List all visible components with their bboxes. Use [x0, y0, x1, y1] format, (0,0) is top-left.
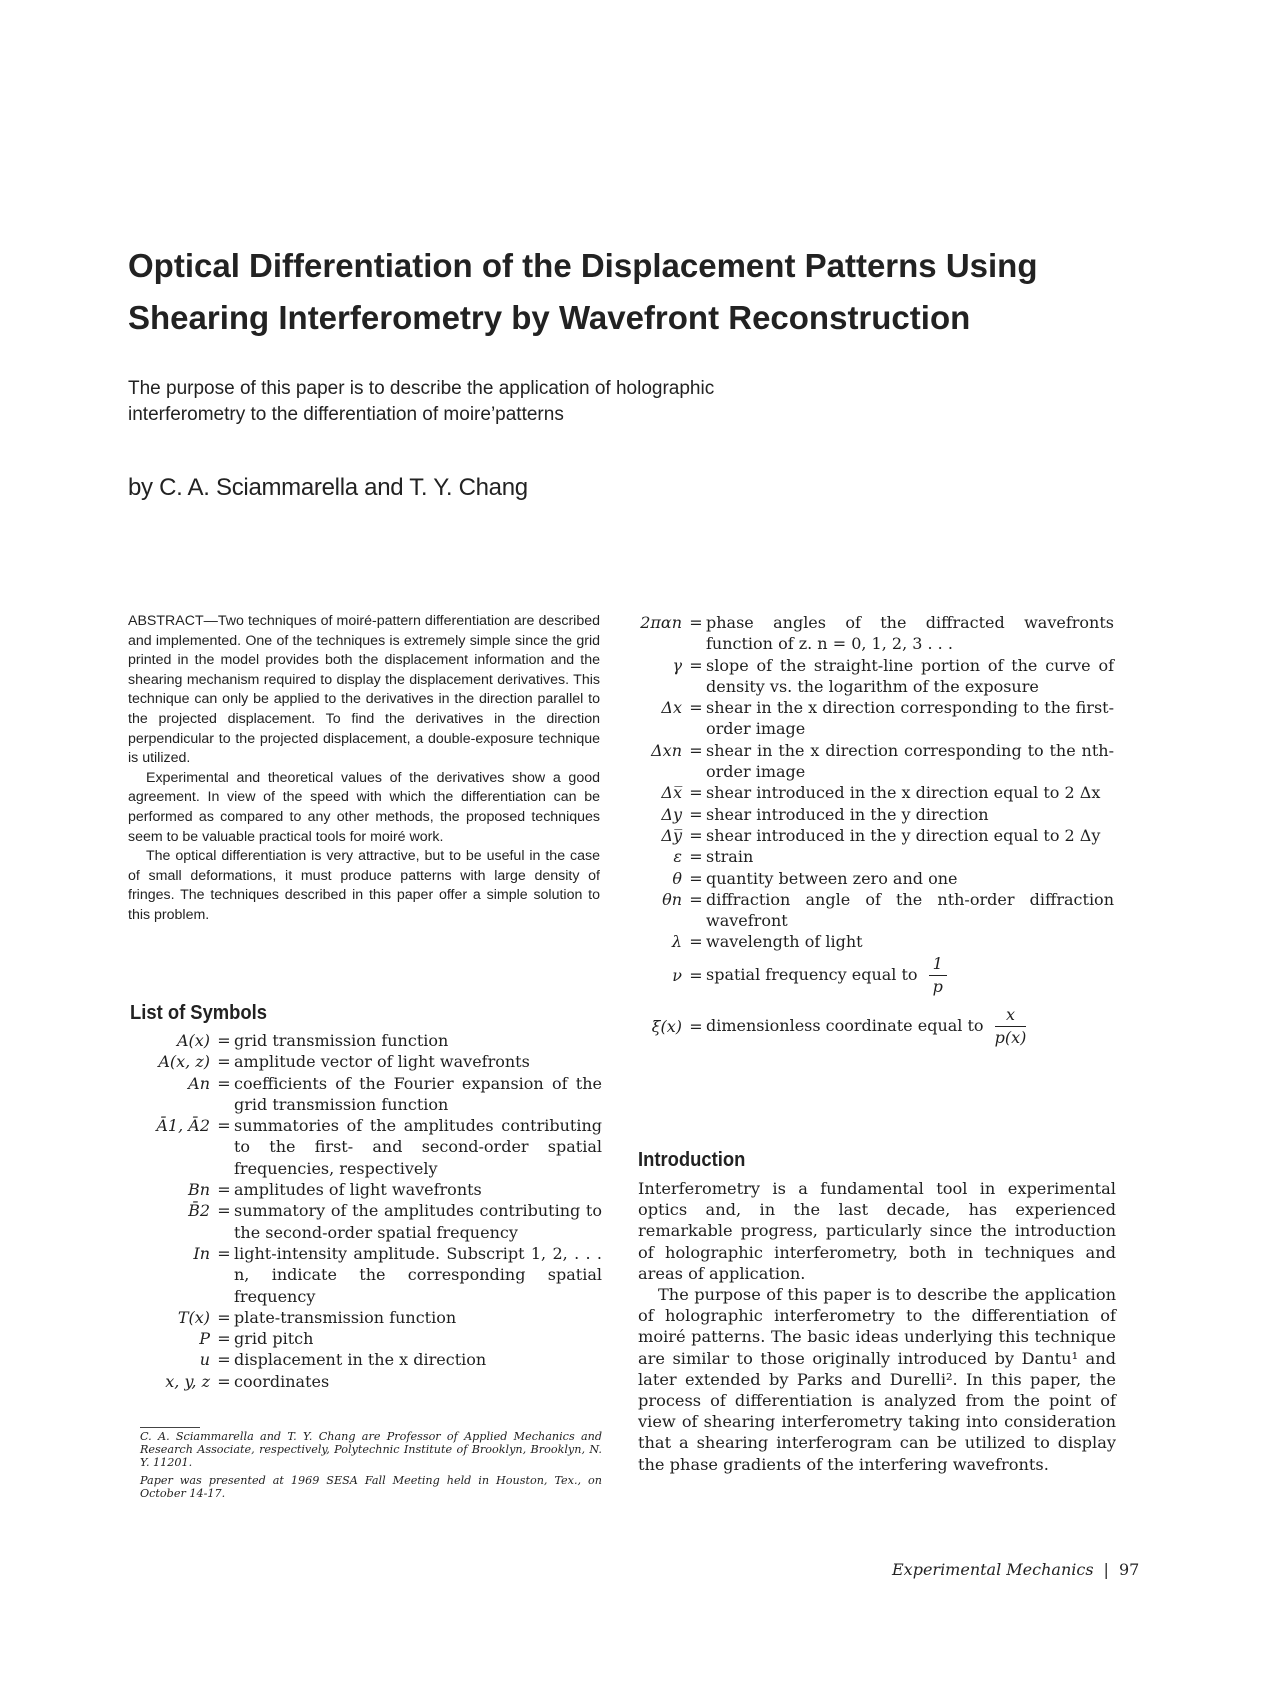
symbol-row [620, 998, 1114, 1049]
equals-sign: = [217, 1350, 231, 1370]
symbol-row [620, 825, 1114, 846]
fraction [929, 953, 947, 998]
abstract-paragraph: Experimental and theoretical values of the derivatives show a good agreement. In view of the speed with which the differentiation can be performed as compared to any other methods, the proposed techniques seem to be valuable practical tools for moiré work. [128, 769, 600, 845]
equals-sign: = [689, 698, 703, 718]
symbol-row [620, 889, 1114, 932]
symbol-term: A(x) [176, 1031, 210, 1050]
symbol-term: θn [662, 889, 682, 909]
equals-sign: = [217, 1201, 231, 1221]
symbol-term: 2παn [640, 613, 682, 632]
symbol-row [128, 1051, 602, 1072]
symbol-row [620, 612, 1114, 655]
equals-sign: = [689, 889, 703, 909]
symbol-row [128, 1030, 602, 1051]
symbol-row [128, 1243, 602, 1307]
abstract-paragraph: ABSTRACT—Two techniques of moiré-pattern differentiation are described and implemented. One of the techniques is extremely simple since the grid printed in the model provides both the displacement information and the shearing mechanism required to display the displacement derivatives. This technique can only be applied to the derivatives in the direction parallel to the projected displacement. To find the derivatives in the direction perpendicular to the projected displacement, a double-exposure technique is utilized. [128, 613, 600, 767]
abstract [128, 612, 600, 926]
footnote-text: C. A. Sciammarella and T. Y. Chang are Professor of Applied Mechanics and Research Associate, respectively, Polytechnic Institute of Brooklyn, Brooklyn, N. Y. 11201. [140, 1430, 602, 1470]
equals-sign: = [689, 804, 703, 824]
symbol-term: P [199, 1329, 210, 1349]
equals-sign: = [217, 1371, 231, 1391]
equals-sign: = [217, 1329, 231, 1349]
symbol-definition: shear in the x direction corresponding to the nth-order image [706, 740, 1114, 782]
symbol-definition: wavelength of light [706, 932, 863, 952]
equals-sign: = [689, 655, 703, 675]
symbol-row [620, 655, 1114, 698]
symbol-definition: summatories of the amplitudes contributing to the first- and second-order spatial frequencies, respectively [234, 1116, 602, 1178]
journal-name: Experimental Mechanics [892, 1560, 1094, 1579]
author-footnote [140, 1427, 602, 1504]
symbol-term: In [193, 1243, 210, 1263]
fraction [995, 1004, 1027, 1049]
page-footer [892, 1560, 1139, 1579]
symbol-term: Bn [187, 1180, 210, 1200]
symbol-term: λ [671, 932, 682, 952]
symbol-row [620, 931, 1114, 952]
symbol-row [620, 868, 1114, 889]
equals-sign: = [689, 965, 703, 985]
symbol-definition: strain [706, 847, 754, 867]
symbol-row [128, 1349, 602, 1370]
symbols-heading: List of Symbols [130, 1002, 267, 1024]
symbol-term: T(x) [177, 1307, 210, 1327]
fraction-denominator: p [932, 976, 943, 996]
symbol-definition [706, 953, 1114, 998]
symbols-list-right [620, 612, 1114, 1049]
equals-sign: = [689, 825, 703, 845]
symbol-definition: grid transmission function [234, 1031, 449, 1050]
symbol-definition: grid pitch [234, 1329, 314, 1349]
equals-sign: = [217, 1180, 231, 1200]
equals-sign: = [689, 932, 703, 952]
symbol-definition: amplitude vector of light wavefronts [234, 1052, 530, 1072]
equals-sign: = [217, 1031, 231, 1050]
page-number: 97 [1118, 1560, 1140, 1579]
introduction-heading: Introduction [638, 1149, 746, 1171]
symbol-term: ξ(x) [651, 1016, 682, 1036]
abstract-paragraph: The optical differentiation is very attractive, but to be useful in the case of small deformations, it must produce patterns with large density of fringes. The techniques described in this paper offer a simple solution to this problem. [128, 848, 600, 923]
symbol-definition: displacement in the x direction [234, 1350, 487, 1370]
paper-subtitle: The purpose of this paper is to describe the application of holographic interferometry to the differentiation of moire’patterns [128, 378, 715, 425]
symbol-term: Δx̅ [661, 783, 682, 803]
symbol-definition-text: dimensionless coordinate equal to [706, 1015, 984, 1035]
introduction-body [638, 1178, 1116, 1475]
fraction-numerator: 1 [929, 953, 947, 976]
symbol-term: x, y, z [165, 1371, 210, 1391]
symbol-row [128, 1073, 602, 1116]
equals-sign: = [217, 1116, 231, 1136]
equals-sign: = [689, 613, 703, 632]
symbol-term: Δy [661, 804, 682, 824]
symbols-list-left [128, 1030, 602, 1392]
equals-sign: = [689, 740, 703, 760]
symbol-term: u [199, 1350, 210, 1370]
symbol-definition: slope of the straight-line portion of the curve of density vs. the logarithm of the exposure [706, 655, 1114, 696]
symbol-term: Ā1, Ā2 [156, 1116, 210, 1136]
equals-sign: = [689, 847, 703, 867]
symbol-row [620, 782, 1114, 803]
symbol-row [620, 697, 1114, 740]
symbol-term: ε [673, 847, 682, 867]
symbol-definition: amplitudes of light wavefronts [234, 1180, 482, 1200]
symbol-definition: shear introduced in the x direction equal to 2 Δx [706, 783, 1101, 803]
symbol-term: An [188, 1073, 210, 1093]
equals-sign: = [689, 783, 703, 803]
introduction-paragraph: The purpose of this paper is to describe the application of holographic interferometry to the differentiation of moiré patterns. The basic ideas underlying this technique are similar to those originally introduced by Dantu¹ and later extended by Parks and Durelli². In this paper, the process of differentiation is analyzed from the point of view of shearing interferometry taking into consideration that a shearing interferogram can be utilized to display the phase gradients of the interfering wavefronts. [638, 1285, 1116, 1474]
symbol-definition [706, 998, 1114, 1049]
fraction-numerator: x [995, 1004, 1027, 1027]
footer-separator: | [1103, 1560, 1109, 1579]
symbol-term: A(x, z) [158, 1052, 210, 1072]
symbol-row [128, 1307, 602, 1328]
symbol-definition: quantity between zero and one [706, 868, 958, 888]
symbol-term: ν [672, 965, 682, 985]
footnote-rule [140, 1427, 200, 1428]
symbol-definition: plate-transmission function [234, 1307, 457, 1327]
symbol-definition: coordinates [234, 1371, 330, 1391]
symbol-row [128, 1371, 602, 1392]
symbol-term: Δy̅ [661, 825, 682, 845]
equals-sign: = [217, 1243, 231, 1263]
symbol-row [620, 804, 1114, 825]
symbol-term: B̄2 [188, 1201, 210, 1221]
equals-sign: = [689, 868, 703, 888]
symbol-definition: summatory of the amplitudes contributing to the second-order spatial frequency [234, 1201, 602, 1242]
symbol-row [128, 1179, 602, 1200]
symbol-definition: shear introduced in the y direction [706, 804, 989, 824]
symbol-row [128, 1328, 602, 1349]
author-byline: by C. A. Sciammarella and T. Y. Chang [128, 474, 528, 501]
symbol-row [128, 1200, 602, 1243]
equals-sign: = [217, 1073, 231, 1093]
symbol-definition: light-intensity amplitude. Subscript 1, 2, . . . n, indicate the corresponding spatial frequency [234, 1243, 602, 1306]
symbol-row [128, 1115, 602, 1179]
symbol-definition: shear introduced in the y direction equal to 2 Δy [706, 825, 1101, 845]
symbol-definition-text: spatial frequency equal to [706, 964, 918, 984]
symbol-term: γ [672, 655, 682, 675]
equals-sign: = [689, 1016, 703, 1036]
equals-sign: = [217, 1307, 231, 1327]
symbol-row [620, 740, 1114, 783]
symbol-term: Δxn [651, 740, 682, 760]
symbol-row [620, 846, 1114, 867]
symbol-definition: shear in the x direction corresponding to the first-order image [706, 698, 1114, 739]
symbol-definition: diffraction angle of the nth-order diffraction wavefront [706, 889, 1114, 931]
symbol-definition: phase angles of the diffracted wavefronts function of z. n = 0, 1, 2, 3 . . . [706, 613, 1114, 654]
symbol-term: θ [672, 868, 682, 888]
symbol-term: Δx [661, 698, 682, 718]
symbol-definition: coefficients of the Fourier expansion of the grid transmission function [234, 1073, 602, 1114]
footnote-text: Paper was presented at 1969 SESA Fall Meeting held in Houston, Tex., on October 14-17. [140, 1473, 602, 1500]
equals-sign: = [217, 1052, 231, 1072]
fraction-denominator: p(x) [994, 1027, 1027, 1047]
introduction-paragraph: Interferometry is a fundamental tool in experimental optics and, in the last decade, has experienced remarkable progress, particularly since the introduction of holographic interferometry, both in techniques and areas of application. [638, 1179, 1116, 1283]
paper-title: Optical Differentiation of the Displacement Patterns Using Shearing Interferometry by Wavefront Reconstruction [128, 247, 1038, 336]
symbol-row [620, 953, 1114, 998]
